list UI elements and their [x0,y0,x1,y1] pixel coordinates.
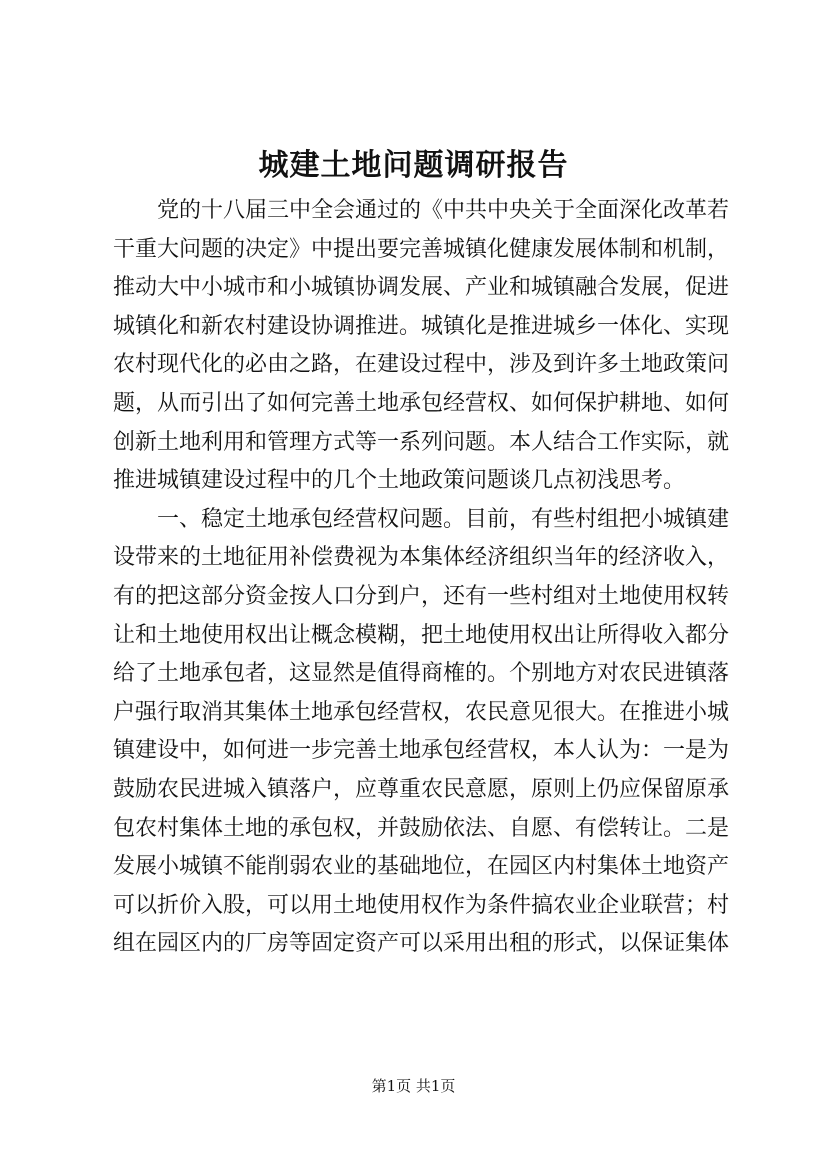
paragraph-1-line: 农村现代化的必由之路，在建设过程中，涉及到许多土地政策问 [113,352,730,378]
paragraph-1-line: 题，从而引出了如何完善土地承包经营权、如何保护耕地、如何 [113,390,730,416]
paragraph-2-line: 发展小城镇不能削弱农业的基础地位，在园区内村集体土地资产 [113,854,730,880]
paragraph-1-line: 创新土地利用和管理方式等一系列问题。本人结合工作实际，就 [113,429,730,455]
paragraph-2-line: 可以折价入股，可以用土地使用权作为条件搞农业企业联营；村 [113,892,730,918]
paragraph-2-line: 让和土地使用权出让概念模糊，把土地使用权出让所得收入都分 [113,622,730,648]
paragraph-1-line: 党的十八届三中全会通过的《中共中央关于全面深化改革若 [157,198,730,223]
paragraph-1-line: 干重大问题的决定》中提出要完善城镇化健康发展体制和机制， [113,236,730,262]
paragraph-1-line: 推进城镇建设过程中的几个土地政策问题谈几点初浅思考。 [113,468,686,494]
paragraph-2-line: 给了土地承包者，这显然是值得商榷的。个别地方对农民进镇落 [113,661,730,687]
document-body [113,192,728,964]
paragraph-2-line: 鼓励农民进城入镇落户，应尊重农民意愿，原则上仍应保留原承 [113,776,730,802]
paragraph-2-line: 户强行取消其集体土地承包经营权，农民意见很大。在推进小城 [113,699,730,725]
document-title: 城建土地问题调研报告 [258,148,569,183]
paragraph-2-line: 有的把这部分资金按人口分到户，还有一些村组对土地使用权转 [113,583,730,609]
paragraph-2-line: 镇建设中，如何进一步完善土地承包经营权，本人认为：一是为 [113,738,730,764]
page-number-footer: 第1页 共1页 [371,1077,456,1095]
paragraph-1-line: 城镇化和新农村建设协调推进。城镇化是推进城乡一体化、实现 [113,313,730,339]
paragraph-1-line: 推动大中小城市和小城镇协调发展、产业和城镇融合发展，促进 [113,275,730,301]
paragraph-2-line: 一、稳定土地承包经营权问题。目前，有些村组把小城镇建 [157,506,730,532]
paragraph-2-line: 设带来的土地征用补偿费视为本集体经济组织当年的经济收入， [113,545,730,571]
paragraph-2-line: 组在园区内的厂房等固定资产可以采用出租的形式，以保证集体 [113,931,730,957]
paragraph-2-line: 包农村集体土地的承包权，并鼓励依法、自愿、有偿转让。二是 [113,815,730,841]
